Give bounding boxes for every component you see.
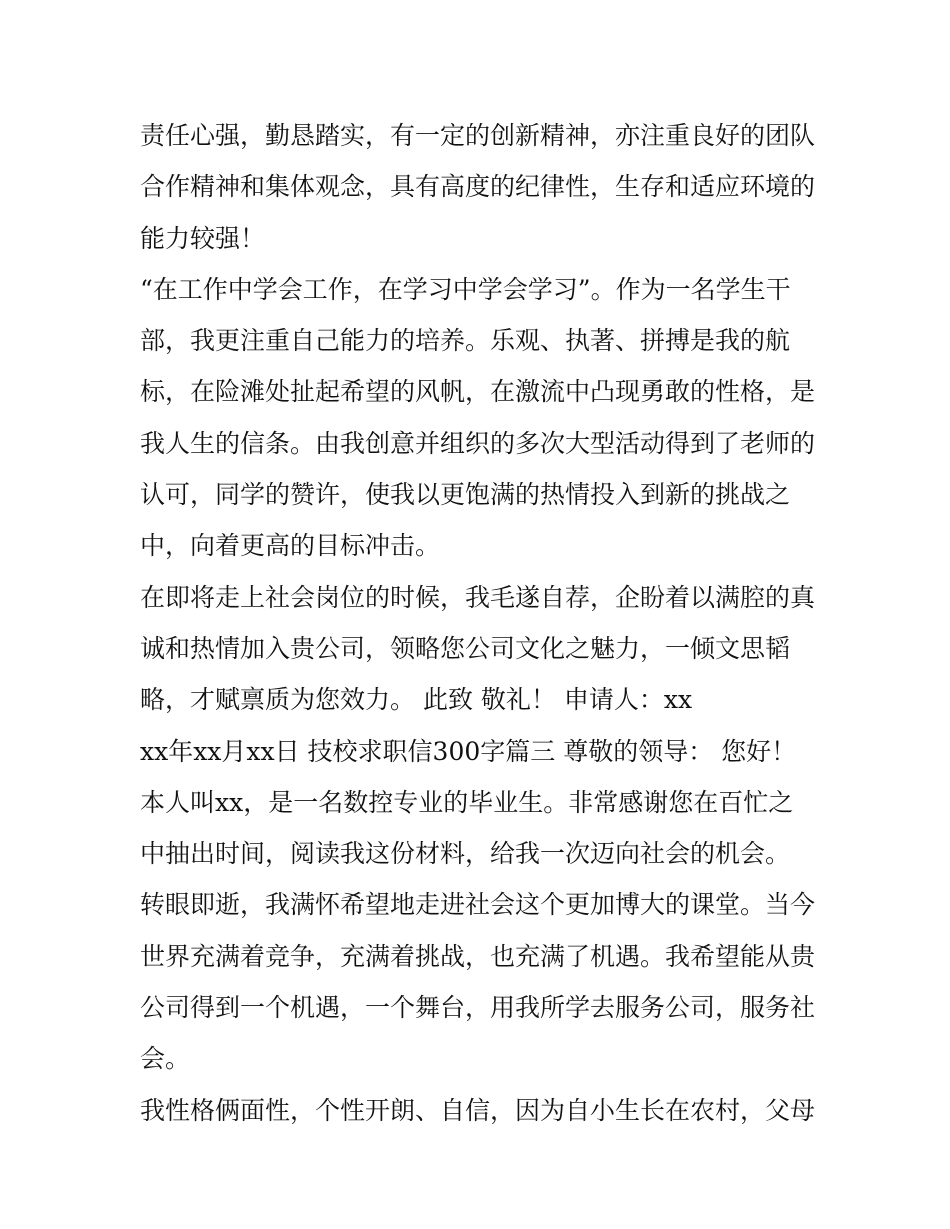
text-line: 中，向着更高的目标冲击。: [140, 531, 441, 561]
text-line: 能力较强！: [140, 223, 266, 253]
text-line: 在即将走上社会岗位的时候，我毛遂自荐，企盼着以满腔的真: [140, 582, 816, 612]
text-line: 部，我更注重自己能力的培养。乐观、执著、拼搏是我的航: [140, 326, 791, 356]
text-line: 中抽出时间，阅读我这份材料，给我一次迈向社会的机会。: [140, 839, 791, 869]
text-line: 责任心强，勤恳踏实，有一定的创新精神，亦注重良好的团队: [140, 121, 816, 150]
body-text: [140, 110, 820, 1136]
text-line: 转眼即逝，我满怀希望地走进社会这个更加博大的课堂。当今: [140, 890, 816, 920]
text-line: 合作精神和集体观念，具有高度的纪律性，生存和适应环境的: [140, 172, 816, 202]
text-line: 会。: [140, 1044, 191, 1074]
text-line: 世界充满着竞争，充满着挑战，也充满了机遇。我希望能从贵: [140, 941, 816, 971]
text-line: 标，在险滩处扯起希望的风帆，在激流中凸现勇敢的性格，是: [140, 377, 816, 407]
text-line: 略，才赋禀质为您效力。 此致 敬礼！ 申请人：xx: [140, 685, 693, 715]
text-line: 我人生的信条。由我创意并组织的多次大型活动得到了老师的: [140, 428, 816, 458]
text-line: 我性格俩面性，个性开朗、自信，因为自小生长在农村，父母: [140, 1095, 816, 1125]
text-line: 认可，同学的赞许，使我以更饱满的热情投入到新的挑战之: [140, 480, 791, 510]
text-line: xx年xx月xx日 技校求职信300字篇三 尊敬的领导： 您好！: [140, 736, 797, 766]
text-line: 诚和热情加入贵公司，领略您公司文化之魅力，一倾文思韬: [140, 633, 791, 663]
text-line: 公司得到一个机遇，一个舞台，用我所学去服务公司，服务社: [140, 993, 816, 1023]
text-line: “在工作中学会工作，在学习中学会学习”。作为一名学生干: [140, 274, 791, 304]
text-line: 本人叫xx，是一名数控专业的毕业生。非常感谢您在百忙之: [140, 787, 794, 817]
